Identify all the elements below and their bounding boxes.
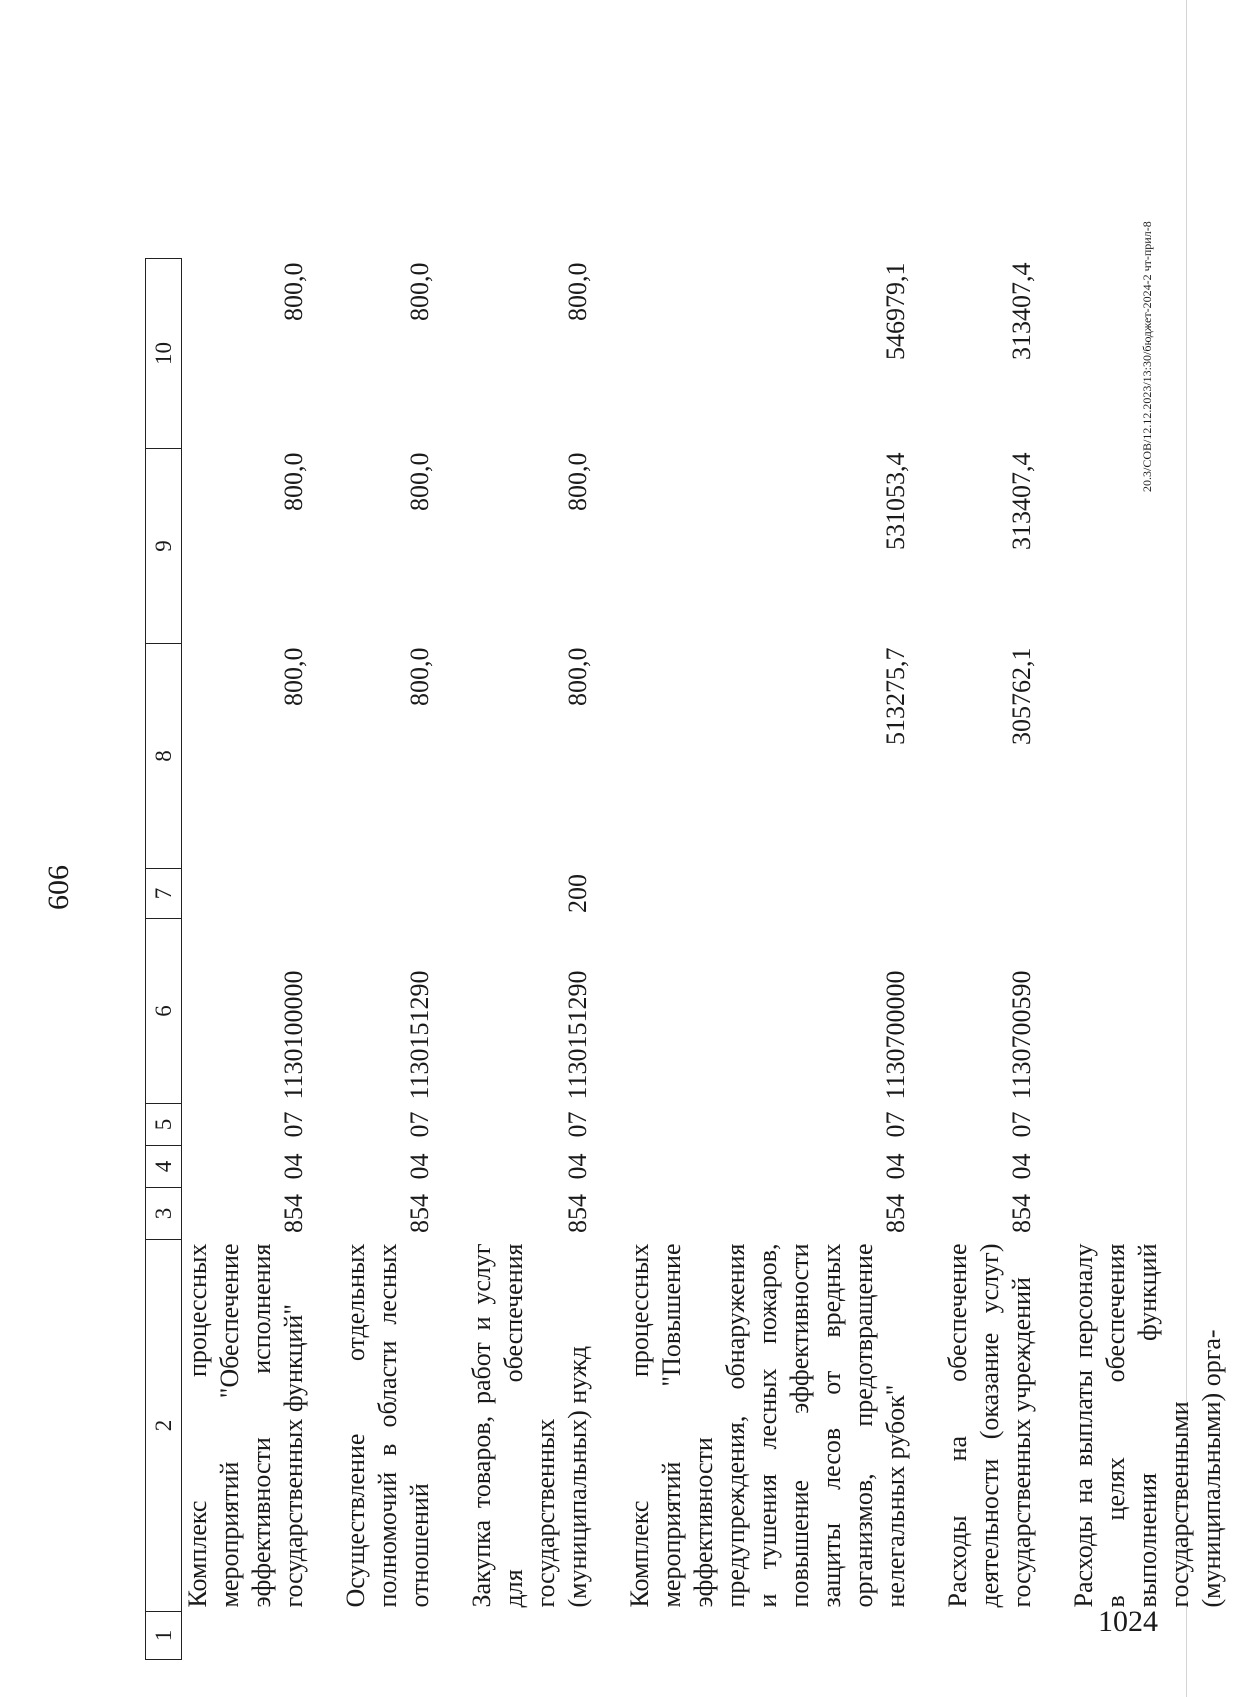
amount-col10: 800,0: [279, 262, 308, 321]
table-row: [466, 259, 624, 1660]
amount-col9: 313407,4: [1007, 452, 1036, 550]
code-section: 04: [405, 1153, 434, 1180]
code-section: [1068, 1146, 1258, 1188]
amount-col8: 800,0: [563, 647, 592, 706]
table-row: [182, 259, 341, 1660]
code-subsection: 07: [1007, 1111, 1036, 1138]
page-number: 606: [42, 865, 75, 910]
code-section: 04: [881, 1153, 910, 1180]
amount-col8: 513275,7: [881, 647, 910, 745]
amount-col9: 800,0: [405, 452, 434, 511]
code-target-article: 1130151290: [563, 970, 592, 1100]
code-grbs: 854: [563, 1194, 592, 1233]
amount-col9: 531053,4: [881, 452, 910, 550]
item-name: Осуществление отдельных полномочий в области лесных отношений: [341, 1243, 434, 1608]
col1-cell: [942, 1612, 1068, 1660]
col-header-7: 7: [146, 869, 182, 919]
code-grbs: 854: [1007, 1194, 1036, 1233]
amount-col9: [1068, 449, 1258, 644]
amount-col8: 800,0: [405, 647, 434, 706]
code-subsection: 07: [405, 1111, 434, 1138]
col-header-4: 4: [146, 1146, 182, 1188]
item-name: Закупка товаров, работ и услуг для обеспечения государственных (муниципальных) нужд: [467, 1243, 592, 1608]
col-header-1: 1: [146, 1612, 182, 1660]
item-name: Комплекс процессных мероприятий "Обеспечение эффективности исполнения государственных функций": [183, 1243, 308, 1608]
sheet-number: 1024: [1098, 1605, 1158, 1638]
code-grbs: 854: [881, 1194, 910, 1233]
budget-table: [145, 258, 1258, 1660]
document-code: 20.3/СОВ/12.12.2023/13:30/бюджет-2024-2 чт-прил-8: [1140, 221, 1154, 492]
col-header-5: 5: [146, 1104, 182, 1146]
amount-col8: 800,0: [279, 647, 308, 706]
code-target-article: [1068, 919, 1258, 1104]
code-subsection: 07: [881, 1111, 910, 1138]
header-row: [146, 259, 182, 1660]
amount-col9: 800,0: [279, 452, 308, 511]
table-row: [340, 259, 466, 1660]
col1-cell: [340, 1612, 466, 1660]
item-name: Комплекс процессных мероприятий "Повышение эффективности предупреждения, обнаружения и тушения лесных пожаров, повышение эффективности защиты лесов от вредных организмов, предотвращение нелегальных рубок": [625, 1243, 910, 1608]
code-grbs: 854: [279, 1194, 308, 1233]
code-subsection: 07: [279, 1111, 308, 1138]
code-target-article: 1130151290: [405, 970, 434, 1100]
col1-cell: [466, 1612, 624, 1660]
code-grbs: [1068, 1188, 1258, 1240]
col-header-8: 8: [146, 644, 182, 869]
amount-col8: 305762,1: [1007, 647, 1036, 745]
code-expense-type: [942, 869, 1068, 919]
col-header-2: 2: [146, 1240, 182, 1612]
amount-col9: 800,0: [563, 452, 592, 511]
table-row: [624, 259, 942, 1660]
amount-col10: [1068, 259, 1258, 449]
col1-cell: [182, 1612, 341, 1660]
amount-col10: 800,0: [563, 262, 592, 321]
code-expense-type: 200: [563, 874, 592, 913]
code-grbs: 854: [405, 1194, 434, 1233]
code-section: 04: [1007, 1153, 1036, 1180]
code-expense-type: [1068, 869, 1258, 919]
amount-col10: 546979,1: [881, 262, 910, 360]
code-section: 04: [279, 1153, 308, 1180]
col-header-10: 10: [146, 259, 182, 449]
amount-col8: [1068, 644, 1258, 869]
code-target-article: 1130700590: [1007, 970, 1036, 1100]
code-expense-type: [340, 869, 466, 919]
col-header-6: 6: [146, 919, 182, 1104]
code-subsection: 07: [563, 1111, 592, 1138]
code-target-article: 1130700000: [881, 970, 910, 1100]
col1-cell: [1068, 1612, 1258, 1660]
col-header-3: 3: [146, 1188, 182, 1240]
amount-col10: 800,0: [405, 262, 434, 321]
code-expense-type: [624, 869, 942, 919]
table-row: [1068, 259, 1258, 1660]
col1-cell: [624, 1612, 942, 1660]
code-subsection: [1068, 1104, 1258, 1146]
code-expense-type: [182, 869, 341, 919]
table-row: [942, 259, 1068, 1660]
item-name: Расходы на обеспечение деятельности (оказание услуг) государственных учреждений: [943, 1243, 1036, 1608]
code-section: 04: [563, 1153, 592, 1180]
item-name: Расходы на выплаты персоналу в целях обеспечения выполнения функций государственными (муниципальными) орга-: [1069, 1243, 1226, 1608]
amount-col10: 313407,4: [1007, 262, 1036, 360]
code-target-article: 1130100000: [279, 970, 308, 1100]
col-header-9: 9: [146, 449, 182, 644]
